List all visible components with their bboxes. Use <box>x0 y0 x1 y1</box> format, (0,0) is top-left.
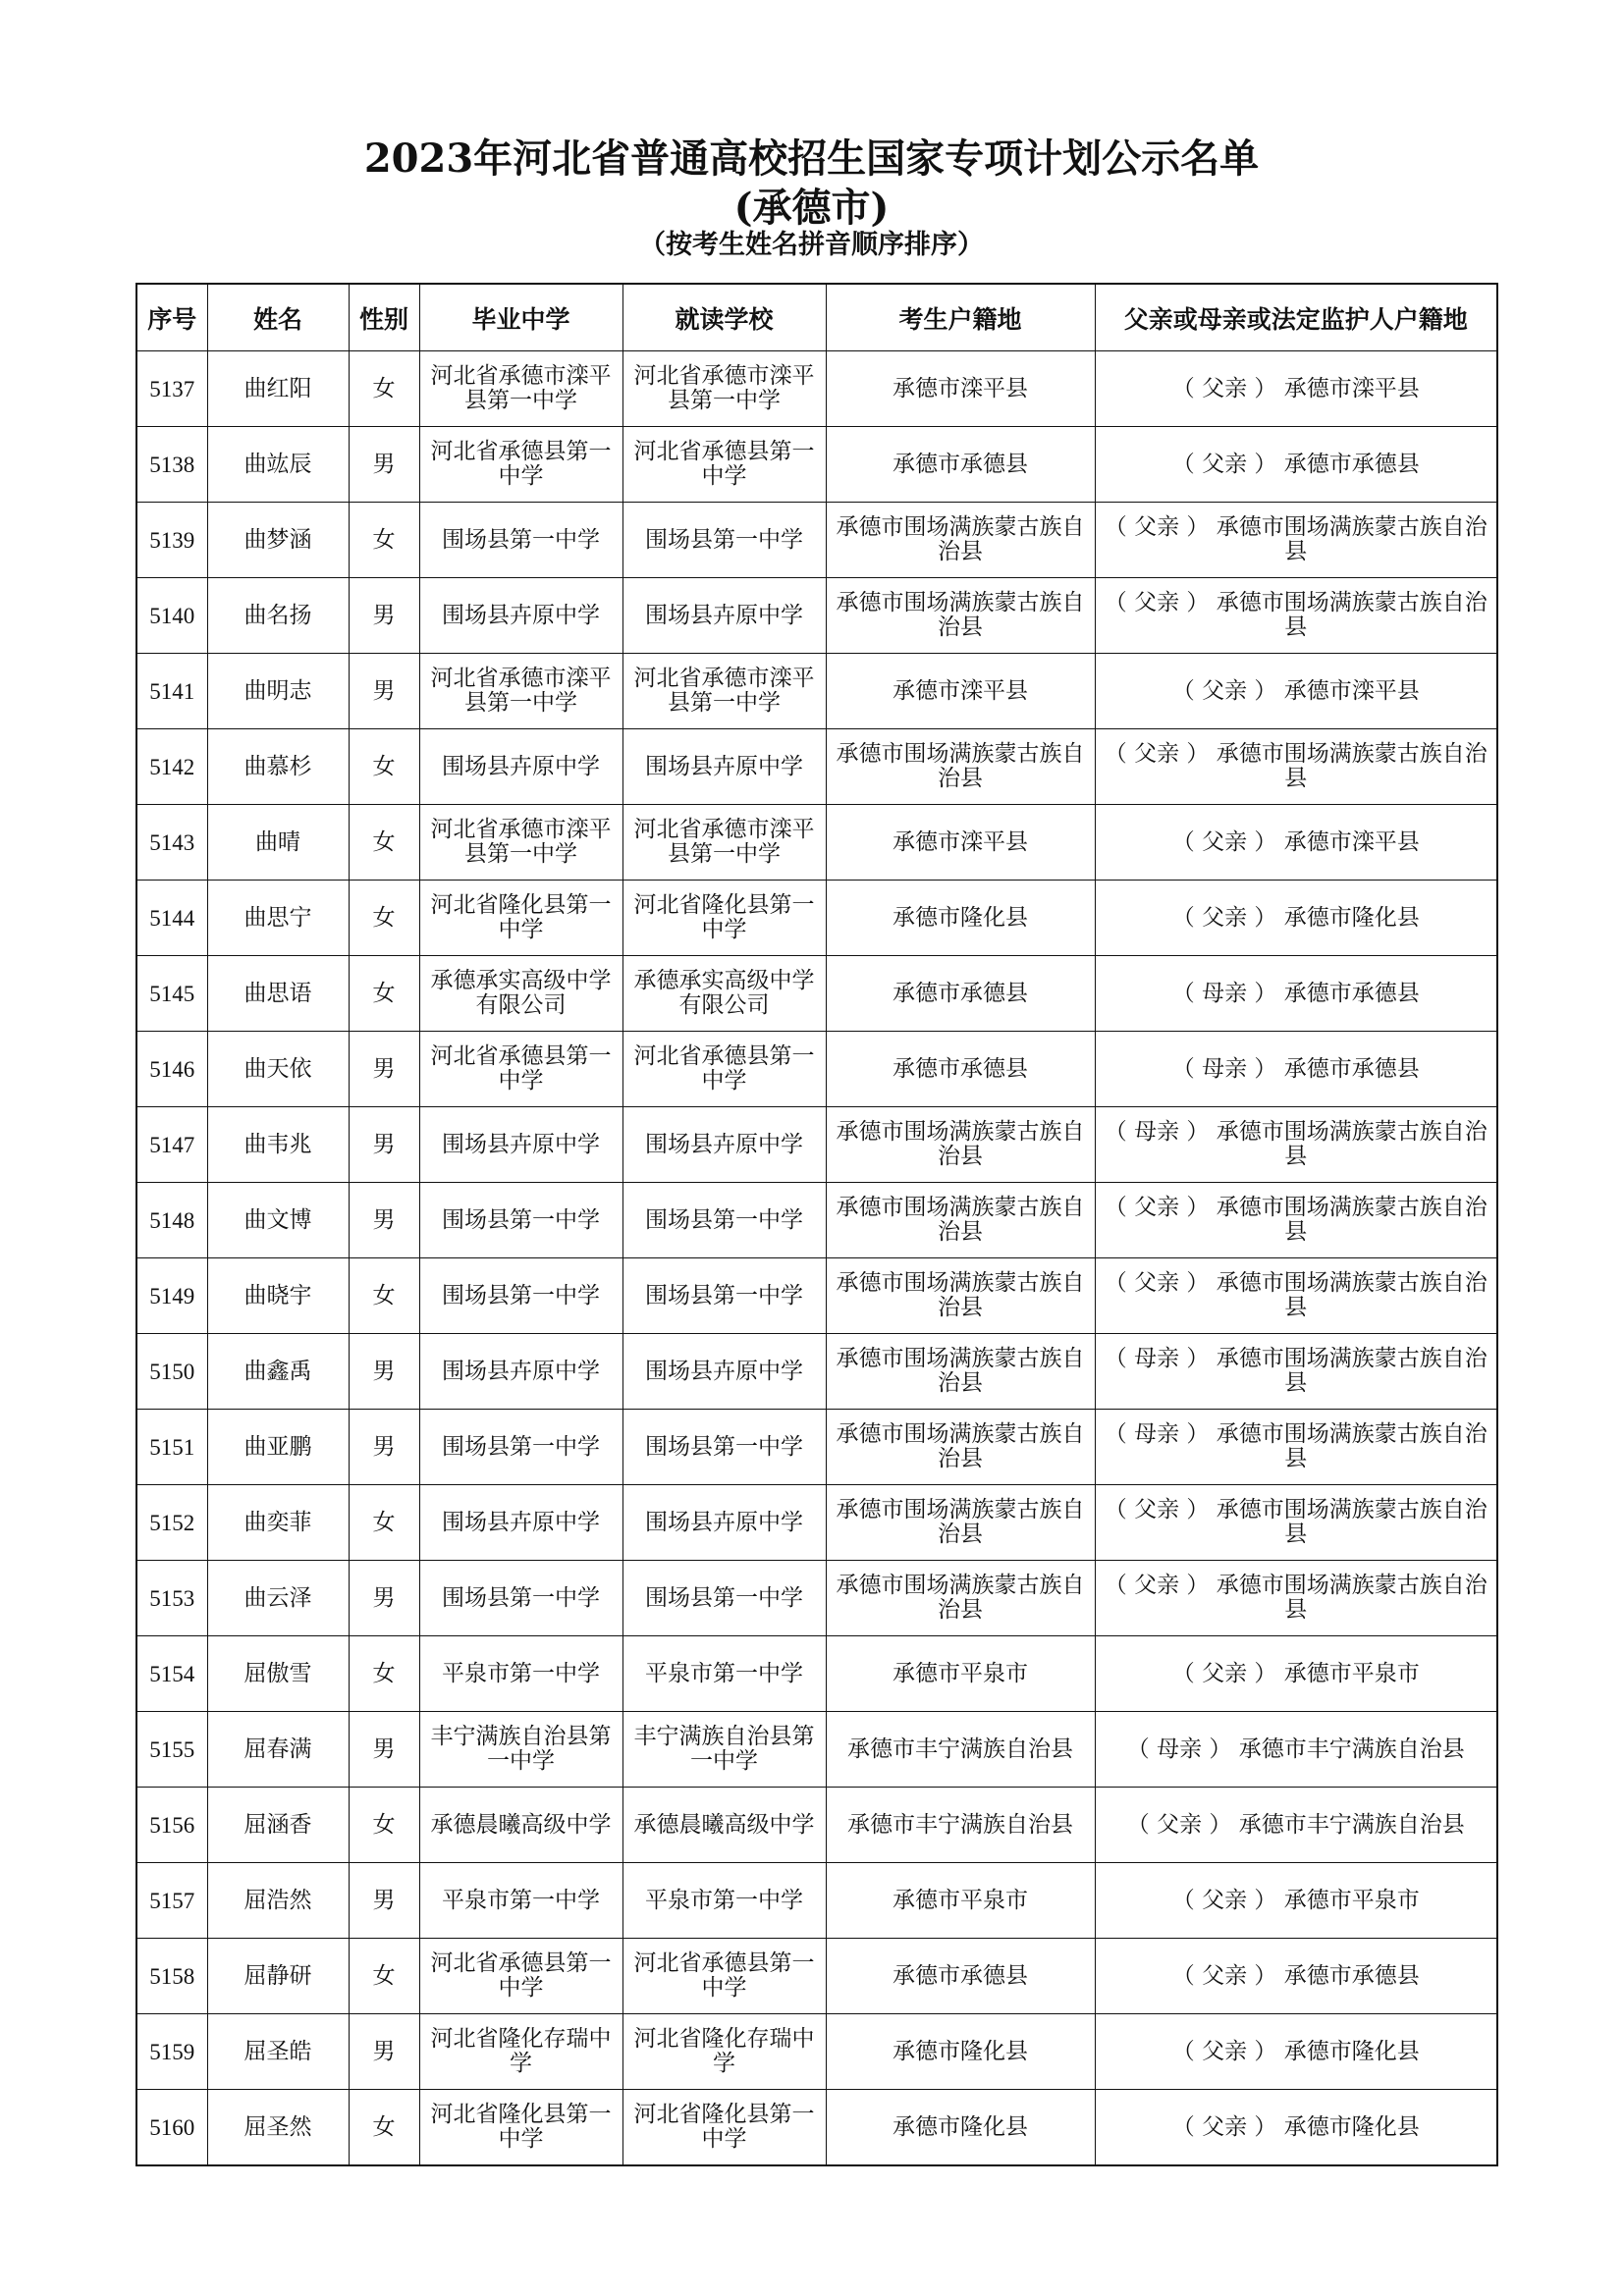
cell-current-school: 围场县第一中学 <box>622 1258 826 1334</box>
cell-graduated-school: 河北省承德县第一中学 <box>419 1939 622 2014</box>
cell-student-residence: 承德市围场满族蒙古族自治县 <box>826 1107 1095 1183</box>
cell-current-school: 平泉市第一中学 <box>622 1863 826 1939</box>
cell-gender: 男 <box>349 1561 419 1636</box>
cell-current-school: 河北省承德县第一中学 <box>622 427 826 503</box>
cell-name: 屈春满 <box>207 1712 349 1788</box>
cell-serial: 5144 <box>136 881 207 956</box>
cell-serial: 5148 <box>136 1183 207 1258</box>
cell-graduated-school: 河北省承德县第一中学 <box>419 1032 622 1107</box>
table-row <box>136 427 1497 503</box>
cell-graduated-school: 河北省承德市滦平县第一中学 <box>419 654 622 729</box>
cell-gender: 男 <box>349 1863 419 1939</box>
cell-current-school: 围场县卉原中学 <box>622 1334 826 1410</box>
cell-student-residence: 承德市滦平县 <box>826 351 1095 427</box>
table-row <box>136 578 1497 654</box>
cell-student-residence: 承德市承德县 <box>826 427 1095 503</box>
table-row <box>136 503 1497 578</box>
cell-guardian-residence: （ 父亲 ） 承德市围场满族蒙古族自治县 <box>1095 1561 1497 1636</box>
table-row <box>136 2014 1497 2090</box>
cell-guardian-residence: （ 母亲 ） 承德市承德县 <box>1095 956 1497 1032</box>
cell-serial: 5153 <box>136 1561 207 1636</box>
cell-name: 屈傲雪 <box>207 1636 349 1712</box>
cell-current-school: 承德晨曦高级中学 <box>622 1788 826 1863</box>
cell-guardian-residence: （ 父亲 ） 承德市围场满族蒙古族自治县 <box>1095 1258 1497 1334</box>
cell-gender: 男 <box>349 654 419 729</box>
cell-graduated-school: 承德晨曦高级中学 <box>419 1788 622 1863</box>
cell-guardian-residence: （ 父亲 ） 承德市隆化县 <box>1095 2090 1497 2166</box>
cell-student-residence: 承德市承德县 <box>826 956 1095 1032</box>
cell-gender: 女 <box>349 1636 419 1712</box>
document-subtitle: (承德市) <box>733 185 890 231</box>
cell-student-residence: 承德市围场满族蒙古族自治县 <box>826 1485 1095 1561</box>
cell-graduated-school: 围场县第一中学 <box>419 503 622 578</box>
cell-student-residence: 承德市围场满族蒙古族自治县 <box>826 1410 1095 1485</box>
cell-gender: 男 <box>349 578 419 654</box>
header-guardian-residence: 父亲或母亲或法定监护人户籍地 <box>1095 284 1497 351</box>
cell-student-residence: 承德市围场满族蒙古族自治县 <box>826 729 1095 805</box>
cell-name: 屈浩然 <box>207 1863 349 1939</box>
cell-serial: 5159 <box>136 2014 207 2090</box>
cell-serial: 5145 <box>136 956 207 1032</box>
cell-current-school: 围场县第一中学 <box>622 503 826 578</box>
cell-student-residence: 承德市隆化县 <box>826 2090 1095 2166</box>
cell-graduated-school: 围场县第一中学 <box>419 1410 622 1485</box>
roster-table <box>135 283 1498 2166</box>
cell-current-school: 河北省隆化县第一中学 <box>622 2090 826 2166</box>
cell-current-school: 河北省承德市滦平县第一中学 <box>622 351 826 427</box>
cell-graduated-school: 河北省隆化存瑞中学 <box>419 2014 622 2090</box>
cell-student-residence: 承德市围场满族蒙古族自治县 <box>826 1561 1095 1636</box>
cell-current-school: 丰宁满族自治县第一中学 <box>622 1712 826 1788</box>
cell-guardian-residence: （ 母亲 ） 承德市围场满族蒙古族自治县 <box>1095 1107 1497 1183</box>
cell-name: 屈圣然 <box>207 2090 349 2166</box>
table-row <box>136 1788 1497 1863</box>
cell-serial: 5138 <box>136 427 207 503</box>
cell-graduated-school: 平泉市第一中学 <box>419 1863 622 1939</box>
header-current-school: 就读学校 <box>622 284 826 351</box>
table-row <box>136 1410 1497 1485</box>
cell-student-residence: 承德市围场满族蒙古族自治县 <box>826 578 1095 654</box>
table-header-row <box>136 284 1497 351</box>
cell-graduated-school: 承德承实高级中学有限公司 <box>419 956 622 1032</box>
cell-graduated-school: 河北省承德县第一中学 <box>419 427 622 503</box>
cell-graduated-school: 围场县卉原中学 <box>419 1107 622 1183</box>
cell-student-residence: 承德市平泉市 <box>826 1863 1095 1939</box>
cell-guardian-residence: （ 父亲 ） 承德市承德县 <box>1095 427 1497 503</box>
document-note: （按考生姓名拼音顺序排序） <box>639 230 984 260</box>
cell-graduated-school: 丰宁满族自治县第一中学 <box>419 1712 622 1788</box>
cell-current-school: 围场县卉原中学 <box>622 729 826 805</box>
table-row <box>136 1258 1497 1334</box>
cell-serial: 5146 <box>136 1032 207 1107</box>
cell-name: 曲思宁 <box>207 881 349 956</box>
cell-serial: 5160 <box>136 2090 207 2166</box>
cell-gender: 男 <box>349 427 419 503</box>
cell-graduated-school: 围场县第一中学 <box>419 1561 622 1636</box>
cell-serial: 5139 <box>136 503 207 578</box>
cell-student-residence: 承德市隆化县 <box>826 2014 1095 2090</box>
table-row <box>136 805 1497 881</box>
cell-student-residence: 承德市围场满族蒙古族自治县 <box>826 1334 1095 1410</box>
cell-serial: 5141 <box>136 654 207 729</box>
cell-guardian-residence: （ 父亲 ） 承德市围场满族蒙古族自治县 <box>1095 503 1497 578</box>
cell-name: 曲晴 <box>207 805 349 881</box>
cell-student-residence: 承德市滦平县 <box>826 805 1095 881</box>
cell-name: 屈涵香 <box>207 1788 349 1863</box>
cell-guardian-residence: （ 母亲 ） 承德市围场满族蒙古族自治县 <box>1095 1334 1497 1410</box>
cell-name: 曲慕杉 <box>207 729 349 805</box>
cell-gender: 女 <box>349 1485 419 1561</box>
cell-student-residence: 承德市滦平县 <box>826 654 1095 729</box>
cell-graduated-school: 围场县卉原中学 <box>419 1485 622 1561</box>
cell-serial: 5137 <box>136 351 207 427</box>
cell-name: 曲红阳 <box>207 351 349 427</box>
table-row <box>136 1561 1497 1636</box>
cell-graduated-school: 围场县卉原中学 <box>419 729 622 805</box>
cell-graduated-school: 河北省承德市滦平县第一中学 <box>419 805 622 881</box>
table-row <box>136 1183 1497 1258</box>
table-row <box>136 654 1497 729</box>
cell-gender: 男 <box>349 1183 419 1258</box>
cell-gender: 女 <box>349 1258 419 1334</box>
cell-gender: 女 <box>349 503 419 578</box>
cell-serial: 5156 <box>136 1788 207 1863</box>
cell-graduated-school: 围场县第一中学 <box>419 1183 622 1258</box>
cell-serial: 5158 <box>136 1939 207 2014</box>
cell-guardian-residence: （ 父亲 ） 承德市承德县 <box>1095 1939 1497 2014</box>
cell-graduated-school: 围场县第一中学 <box>419 1258 622 1334</box>
cell-name: 屈圣皓 <box>207 2014 349 2090</box>
cell-current-school: 承德承实高级中学有限公司 <box>622 956 826 1032</box>
cell-current-school: 河北省承德市滦平县第一中学 <box>622 805 826 881</box>
cell-serial: 5151 <box>136 1410 207 1485</box>
cell-guardian-residence: （ 父亲 ） 承德市丰宁满族自治县 <box>1095 1788 1497 1863</box>
cell-guardian-residence: （ 父亲 ） 承德市围场满族蒙古族自治县 <box>1095 729 1497 805</box>
cell-name: 曲亚鹏 <box>207 1410 349 1485</box>
cell-graduated-school: 围场县卉原中学 <box>419 578 622 654</box>
cell-serial: 5140 <box>136 578 207 654</box>
cell-guardian-residence: （ 母亲 ） 承德市围场满族蒙古族自治县 <box>1095 1410 1497 1485</box>
cell-gender: 女 <box>349 729 419 805</box>
cell-current-school: 平泉市第一中学 <box>622 1636 826 1712</box>
cell-serial: 5157 <box>136 1863 207 1939</box>
cell-gender: 男 <box>349 1032 419 1107</box>
cell-name: 屈静研 <box>207 1939 349 2014</box>
table-row <box>136 956 1497 1032</box>
table-body <box>136 351 1497 2166</box>
document-title: 2023年河北省普通高校招生国家专项计划公示名单 <box>363 135 1260 182</box>
cell-serial: 5154 <box>136 1636 207 1712</box>
cell-gender: 男 <box>349 1334 419 1410</box>
cell-current-school: 围场县第一中学 <box>622 1561 826 1636</box>
cell-guardian-residence: （ 父亲 ） 承德市平泉市 <box>1095 1863 1497 1939</box>
table-row <box>136 881 1497 956</box>
table-row <box>136 1863 1497 1939</box>
cell-name: 曲鑫禹 <box>207 1334 349 1410</box>
cell-student-residence: 承德市围场满族蒙古族自治县 <box>826 1183 1095 1258</box>
cell-gender: 女 <box>349 1788 419 1863</box>
cell-student-residence: 承德市围场满族蒙古族自治县 <box>826 1258 1095 1334</box>
table-row <box>136 1032 1497 1107</box>
cell-current-school: 河北省承德县第一中学 <box>622 1032 826 1107</box>
cell-guardian-residence: （ 父亲 ） 承德市隆化县 <box>1095 2014 1497 2090</box>
cell-guardian-residence: （ 父亲 ） 承德市滦平县 <box>1095 351 1497 427</box>
cell-student-residence: 承德市承德县 <box>826 1939 1095 2014</box>
cell-gender: 男 <box>349 1712 419 1788</box>
table-row <box>136 1636 1497 1712</box>
cell-current-school: 围场县卉原中学 <box>622 1485 826 1561</box>
cell-guardian-residence: （ 父亲 ） 承德市滦平县 <box>1095 654 1497 729</box>
cell-guardian-residence: （ 母亲 ） 承德市承德县 <box>1095 1032 1497 1107</box>
cell-gender: 男 <box>349 1107 419 1183</box>
cell-current-school: 河北省承德市滦平县第一中学 <box>622 654 826 729</box>
table-row <box>136 1107 1497 1183</box>
cell-guardian-residence: （ 父亲 ） 承德市滦平县 <box>1095 805 1497 881</box>
cell-gender: 男 <box>349 1410 419 1485</box>
cell-gender: 男 <box>349 2014 419 2090</box>
cell-name: 曲竑辰 <box>207 427 349 503</box>
cell-current-school: 围场县卉原中学 <box>622 1107 826 1183</box>
cell-current-school: 河北省隆化存瑞中学 <box>622 2014 826 2090</box>
header-serial: 序号 <box>136 284 207 351</box>
cell-serial: 5155 <box>136 1712 207 1788</box>
cell-name: 曲明志 <box>207 654 349 729</box>
cell-gender: 女 <box>349 1939 419 2014</box>
table-row <box>136 1485 1497 1561</box>
cell-gender: 女 <box>349 351 419 427</box>
cell-current-school: 河北省隆化县第一中学 <box>622 881 826 956</box>
cell-guardian-residence: （ 父亲 ） 承德市平泉市 <box>1095 1636 1497 1712</box>
cell-name: 曲文博 <box>207 1183 349 1258</box>
cell-name: 曲名扬 <box>207 578 349 654</box>
cell-student-residence: 承德市承德县 <box>826 1032 1095 1107</box>
cell-serial: 5143 <box>136 805 207 881</box>
cell-graduated-school: 河北省承德市滦平县第一中学 <box>419 351 622 427</box>
cell-name: 曲梦涵 <box>207 503 349 578</box>
cell-guardian-residence: （ 父亲 ） 承德市隆化县 <box>1095 881 1497 956</box>
cell-graduated-school: 河北省隆化县第一中学 <box>419 881 622 956</box>
cell-student-residence: 承德市丰宁满族自治县 <box>826 1788 1095 1863</box>
cell-guardian-residence: （ 父亲 ） 承德市围场满族蒙古族自治县 <box>1095 1485 1497 1561</box>
cell-name: 曲奕菲 <box>207 1485 349 1561</box>
cell-guardian-residence: （ 母亲 ） 承德市丰宁满族自治县 <box>1095 1712 1497 1788</box>
cell-graduated-school: 平泉市第一中学 <box>419 1636 622 1712</box>
cell-name: 曲天依 <box>207 1032 349 1107</box>
cell-graduated-school: 围场县卉原中学 <box>419 1334 622 1410</box>
cell-name: 曲韦兆 <box>207 1107 349 1183</box>
cell-serial: 5149 <box>136 1258 207 1334</box>
cell-serial: 5150 <box>136 1334 207 1410</box>
cell-current-school: 河北省承德县第一中学 <box>622 1939 826 2014</box>
cell-guardian-residence: （ 父亲 ） 承德市围场满族蒙古族自治县 <box>1095 578 1497 654</box>
cell-gender: 女 <box>349 881 419 956</box>
cell-name: 曲晓宇 <box>207 1258 349 1334</box>
cell-serial: 5152 <box>136 1485 207 1561</box>
cell-student-residence: 承德市平泉市 <box>826 1636 1095 1712</box>
table-row <box>136 2090 1497 2166</box>
cell-gender: 女 <box>349 956 419 1032</box>
cell-current-school: 围场县第一中学 <box>622 1410 826 1485</box>
cell-gender: 女 <box>349 2090 419 2166</box>
table-row <box>136 1712 1497 1788</box>
cell-name: 曲思语 <box>207 956 349 1032</box>
cell-name: 曲云泽 <box>207 1561 349 1636</box>
cell-graduated-school: 河北省隆化县第一中学 <box>419 2090 622 2166</box>
header-name: 姓名 <box>207 284 349 351</box>
header-gender: 性别 <box>349 284 419 351</box>
table-row <box>136 729 1497 805</box>
cell-guardian-residence: （ 父亲 ） 承德市围场满族蒙古族自治县 <box>1095 1183 1497 1258</box>
cell-serial: 5147 <box>136 1107 207 1183</box>
cell-current-school: 围场县卉原中学 <box>622 578 826 654</box>
cell-gender: 女 <box>349 805 419 881</box>
table-row <box>136 1939 1497 2014</box>
header-student-residence: 考生户籍地 <box>826 284 1095 351</box>
cell-serial: 5142 <box>136 729 207 805</box>
cell-current-school: 围场县第一中学 <box>622 1183 826 1258</box>
header-graduated-school: 毕业中学 <box>419 284 622 351</box>
table-row <box>136 1334 1497 1410</box>
table-row <box>136 351 1497 427</box>
cell-student-residence: 承德市隆化县 <box>826 881 1095 956</box>
cell-student-residence: 承德市丰宁满族自治县 <box>826 1712 1095 1788</box>
cell-student-residence: 承德市围场满族蒙古族自治县 <box>826 503 1095 578</box>
